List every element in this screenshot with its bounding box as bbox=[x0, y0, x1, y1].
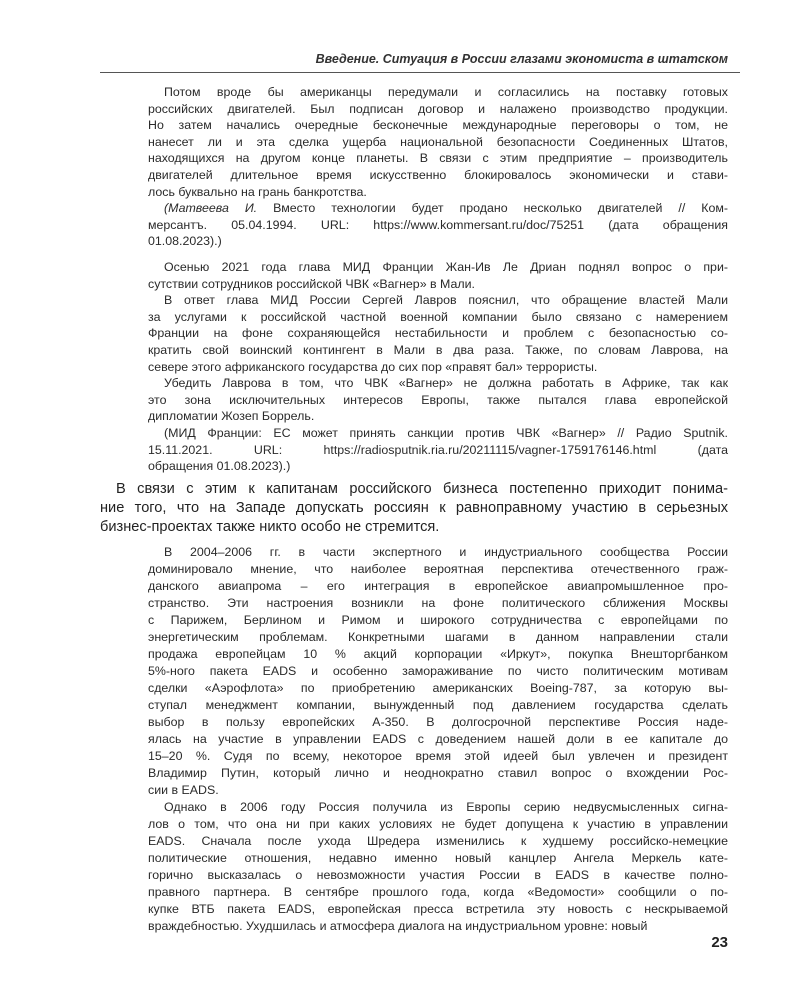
text-line: В связи с этим к капитанам российского бизнеса постепенно приходит понима- bbox=[116, 481, 728, 497]
text-line: правного партнера. В сентябре прошлого года, когда «Ведомости» сообщили о по- bbox=[148, 885, 728, 899]
text-line: 5%-ного пакета EADS и особенно замораживание по чисто политическим мотивам bbox=[148, 664, 728, 678]
text-line: Потом вроде бы американцы передумали и согласились на поставку готовых bbox=[164, 85, 728, 99]
text-line: враждебностью. Ухудшилась и атмосфера диалога на индустриальном уровне: новый bbox=[148, 919, 648, 933]
paragraph bbox=[148, 375, 728, 425]
text-line: странство. Эти настроения возникли на фоне политического сближения Москвы bbox=[148, 596, 728, 610]
text-line: с Парижем, Берлином и Римом и широкого сотрудничества с европейцами по bbox=[148, 613, 728, 627]
text-line: Осенью 2021 года глава МИД Франции Жан-Ив Ле Дриан поднял вопрос о при- bbox=[164, 260, 728, 274]
text-line: российских двигателей. Был подписан договор и налажено производство продукции. bbox=[148, 101, 728, 116]
text-line: мерсантъ. 05.04.1994. URL: https://www.kommersant.ru/doc/75251 (дата обращения bbox=[148, 217, 728, 232]
text-line: ялась на участие в управлении EADS с доведением нашей доли в ее капитале до bbox=[148, 732, 728, 746]
text-line: Но затем начались очередные бесконечные международные переговоры о том, не bbox=[148, 118, 728, 133]
text-line: находящихся на другом конце планеты. В связи с этим предприятие – производитель bbox=[148, 151, 728, 166]
paragraph bbox=[148, 425, 728, 475]
text-line: данского авиапрома – его интеграция в европейское авиапромышленное про- bbox=[148, 579, 728, 593]
text-line: Владимир Путин, который лично и неоднократно ставил вопрос о вхождении Рос- bbox=[148, 766, 728, 780]
paragraph bbox=[100, 480, 728, 537]
citation-author: (Матвеева И. bbox=[164, 201, 258, 216]
text-line bbox=[148, 200, 728, 217]
text-line: кратить свой воинский контингент в Мали в два раза. Также, по словам Лаврова, на bbox=[148, 342, 728, 357]
text-line: бизнес-проектах также никто особо не стремится. bbox=[100, 519, 440, 535]
main-paragraph bbox=[100, 480, 728, 537]
text-line: дипломатии Жозеп Боррель. bbox=[148, 409, 315, 424]
text-line: севере этого африканского государства до сих пор «правят бал» террористы. bbox=[148, 359, 598, 374]
quote-block-engines bbox=[148, 84, 728, 250]
text-line: ступал менеджмент компании, вынужденный под давлением государства сделать bbox=[148, 698, 728, 712]
paragraph bbox=[148, 200, 728, 250]
text-line: сутствии сотрудников российской ЧВК «Вагнер» в Мали. bbox=[148, 276, 476, 291]
text-line: двигателей длительное время искусственно блокировалось экономически и стави- bbox=[148, 167, 728, 182]
text-line: сии в EADS. bbox=[148, 783, 219, 797]
text-line: за услугами к российской частной военной компании было связано с намерением bbox=[148, 309, 728, 324]
text-line: Однако в 2006 году Россия получила из Европы серию недвусмысленных сигна- bbox=[164, 800, 728, 814]
text-line: обращения 01.08.2023).) bbox=[148, 459, 291, 474]
text-line: сделки «Аэрофлота» по приобретению американских Boeing-787, за которую вы- bbox=[148, 681, 728, 695]
text-line: горично высказалась о невозможности участия России в EADS в качестве полно- bbox=[148, 868, 728, 882]
text-line: нанесет ли и эта сделка ущерба национальной безопасности Соединенных Штатов, bbox=[148, 134, 728, 149]
running-header: Введение. Ситуация в России глазами экономиста в штатском bbox=[315, 52, 728, 66]
text-line: Убедить Лаврова в том, что ЧВК «Вагнер» не должна работать в Африке, так как bbox=[164, 376, 728, 391]
text-line: В 2004–2006 гг. в части экспертного и индустриального сообщества России bbox=[164, 545, 728, 559]
text-line: 01.08.2023).) bbox=[148, 234, 222, 249]
text-line: EADS. Сначала после ухода Шредера изменились к худшему российско-немецкие bbox=[148, 834, 728, 848]
text-line: купке ВТБ пакета EADS, европейская пресса встретила эту новость с нескрываемой bbox=[148, 902, 728, 916]
paragraph bbox=[148, 292, 728, 375]
text-line: доминировало мнение, что наиболее вероятная перспектива отечественного граж- bbox=[148, 562, 728, 576]
text-line: 15–20 %. Судя по всему, некоторое время этой идеей был увлечен и президент bbox=[148, 749, 728, 763]
paragraph bbox=[148, 799, 728, 935]
text-line: лось буквально на грань банкротства. bbox=[148, 184, 367, 199]
text-line: энергетическим проблемам. Конкретными шагами в данном направлении стали bbox=[148, 630, 728, 644]
text-line: В ответ глава МИД России Сергей Лавров пояснил, что обращение властей Мали bbox=[164, 293, 728, 308]
header-rule bbox=[100, 72, 740, 73]
text-line: ние того, что на Западе допускать россиян к равноправному участию в серьезных bbox=[100, 500, 728, 516]
paragraph bbox=[148, 544, 728, 799]
quote-block-wagner bbox=[148, 259, 728, 475]
paragraph bbox=[148, 259, 728, 292]
text-line: (МИД Франции: ЕС может принять санкции против ЧВК «Вагнер» // Радио Sputnik. bbox=[164, 425, 728, 440]
citation-text: Вместо технологии будет продано несколько двигателей // Ком- bbox=[257, 201, 728, 216]
page-number: 23 bbox=[711, 934, 728, 951]
quote-block-eads bbox=[148, 544, 728, 935]
paragraph bbox=[148, 84, 728, 200]
text-line: продажа европейцам 10 % акций корпорации «Иркут», покупка Внешторгбанком bbox=[148, 647, 728, 661]
text-line: лов о том, что она ни при каких условиях не будет допущена к участию в управлении bbox=[148, 817, 728, 831]
text-line: Франции на фоне сохраняющейся нестабильности и проблем с безопасностью со- bbox=[148, 326, 728, 341]
text-line: это зона исключительных интересов Европы, также пытался глава европейской bbox=[148, 392, 728, 407]
text-line: политические отношения, недавно именно новый канцлер Ангела Меркель кате- bbox=[148, 851, 728, 865]
text-line: выбор в пользу европейских А-350. В долгосрочной перспективе Россия наде- bbox=[148, 715, 728, 729]
text-line: 15.11.2021. URL: https://radiosputnik.ria.ru/20211115/vagner-1759176146.html (дата bbox=[148, 442, 728, 457]
